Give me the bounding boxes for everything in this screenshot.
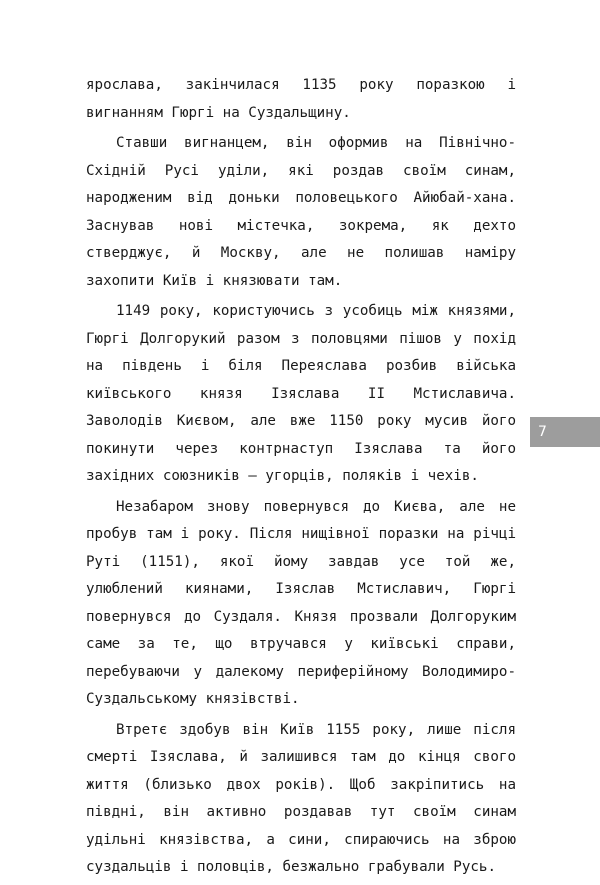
body-text <box>86 72 516 885</box>
paragraph-1: ярослава, закінчилася 1135 року поразкою і вигнанням Гюргі на Суздальщину. <box>86 77 516 121</box>
paragraph-3: 1149 року, користуючись з усобиць між князями, Гюргі Долгорукий разом з половцями пішов у похід на південь і біля Переяслава розбив війська київського князя Ізяслава ІІ Мстиславича. Заволодів Києвом, але вже 1150 року мусив його покинути через контрнаступ Ізяслава та його західних союзників — угорців, поляків і чехів. <box>86 303 516 484</box>
page-number-tab <box>530 417 600 447</box>
paragraph-5: Втретє здобув він Київ 1155 року, лише після смерті Ізяслава, й залишився там до кінця свого життя (близько двох років). Щоб закріпитись на півдні, він активно роздавав тут своїм синам удільні князівства, а сини, спираючись на зброю суздальців і половців, безжально грабували Русь. <box>86 721 516 875</box>
paragraph-2: Ставши вигнанцем, він оформив на Північно-Східній Русі уділи, які роздав своїм синам, народженим від доньки половецького Айюбай-хана. Заснував нові містечка, зокрема, як дехто стверджує, й Москву, але не полишав наміру захопити Київ і князювати там. <box>86 135 516 289</box>
page-number: 7 <box>538 424 547 440</box>
paragraph-4: Незабаром знову повернувся до Києва, але не пробув там і року. Після нищівної поразки на річці Руті (1151), якої йому завдав усе той же, улюблений киянами, Ізяслав Мстиславич, Гюргі повернувся до Суздаля. Князя прозвали Долгоруким саме за те, що втручався у київські справи, перебуваючи у далекому периферійному Володимиро-Суздальському князівстві. <box>86 498 516 707</box>
